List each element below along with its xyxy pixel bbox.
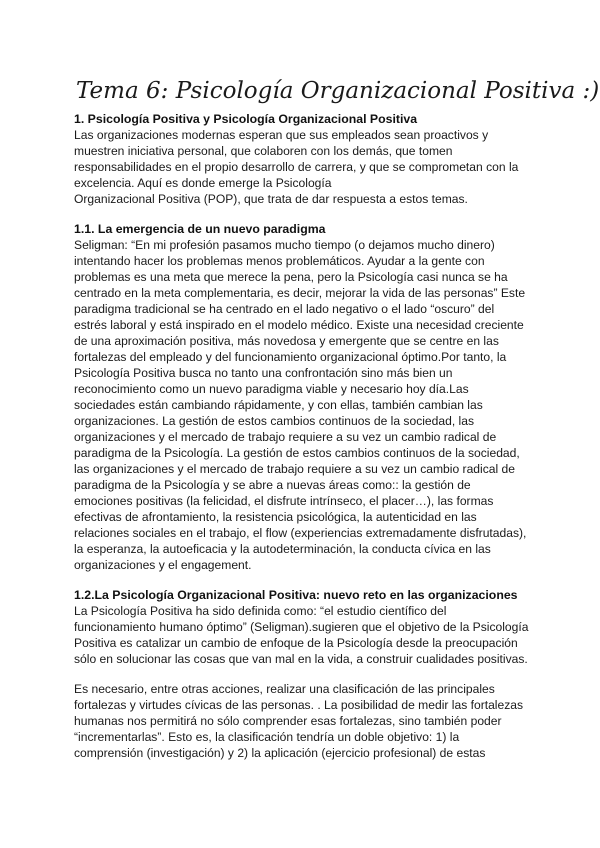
paragraph-line: sociedades están cambiando rápidamente, y con ellas, también cambian las	[74, 398, 483, 412]
paragraph-line: efectivas de afrontamiento, la resistencia psicológica, la autenticidad en las	[74, 510, 477, 524]
section-1-heading: 1. Psicología Positiva y Psicología Organizacional Positiva	[74, 112, 418, 126]
paragraph-line: las organizaciones y el mercado de trabajo requiere a su vez un cambio radical de	[74, 462, 515, 476]
paragraph-line: organizaciones y el engagement.	[74, 558, 252, 572]
paragraph-line: emociones positivas (la felicidad, el disfrute intrínseco, el placer…), las formas	[74, 494, 494, 508]
section-1-2-paragraph-2	[74, 681, 534, 761]
paragraph-line: sólo en solucionar las cosas que van mal en la vida, a construir cualidades positivas.	[74, 652, 528, 666]
paragraph-line: reconocimiento como un nuevo paradigma viable y necesario hoy día.Las	[74, 382, 469, 396]
paragraph-line: excelencia. Aquí es donde emerge la Psicología	[74, 176, 332, 190]
paragraph-line: paradigma de la Psicología y se abre a nuevas áreas como:: la gestión de	[74, 478, 471, 492]
section-1-2-heading: 1.2.La Psicología Organizacional Positiva: nuevo reto en las organizaciones	[74, 588, 518, 602]
paragraph-line: Es necesario, entre otras acciones, realizar una clasificación de las principales	[74, 682, 495, 696]
paragraph-line: fortalezas y virtudes cívicas de las personas. . La posibilidad de medir las fortalezas	[74, 698, 524, 712]
paragraph-line: de una aproximación positiva, más novedosa y emergente que se centre en las	[74, 334, 499, 348]
paragraph-line: problemas es una meta que merece la pena, pero la Psicología casi nunca se ha	[74, 270, 508, 284]
paragraph-line: comprensión (investigación) y 2) la aplicación (ejercicio profesional) de estas	[74, 746, 486, 760]
section-1-1-heading: 1.1. La emergencia de un nuevo paradigma	[74, 222, 326, 236]
paragraph-line: organizaciones. La gestión de estos cambios continuos de la sociedad, las	[74, 414, 475, 428]
paragraph-line: organizaciones y el mercado de trabajo requiere a su vez un cambio radical de	[74, 430, 497, 444]
paragraph-line: humanas nos permitirá no sólo comprender esas fortalezas, sino también poder	[74, 714, 502, 728]
paragraph-line: relaciones sociales en el trabajo, el flow (experiencias extremadamente disfrutadas),	[74, 526, 527, 540]
paragraph-line: “incrementarlas”. Esto es, la clasificación tendría un doble objetivo: 1) la	[74, 730, 460, 744]
paragraph-line: funcionamiento humano óptimo” (Seligman).sugieren que el objetivo de la Psicología	[74, 620, 529, 634]
paragraph-line: Seligman: “En mi profesión pasamos mucho tiempo (o dejamos mucho dinero)	[74, 238, 495, 252]
paragraph-line: Las organizaciones modernas esperan que sus empleados sean proactivos y	[74, 128, 489, 142]
paragraph-line: estrés laboral y está inspirado en el modelo médico. Existe una necesidad creciente	[74, 318, 524, 332]
paragraph-line: muestren iniciativa personal, que colaboren con los demás, que tomen	[74, 144, 453, 158]
section-1-2-paragraph	[74, 603, 534, 667]
paragraph-line: intentando hacer los problemas menos problemáticos. Ayudar a la gente con	[74, 254, 485, 268]
document-body	[74, 111, 534, 761]
paragraph-line: paradigma de la Psicología. La gestión de estos cambios continuos de la sociedad,	[74, 446, 520, 460]
paragraph-line: Positiva es catalizar un cambio de enfoque de la Psicología desde la preocupación	[74, 636, 518, 650]
paragraph-line: paradigma tradicional se ha centrado en el lado negativo o el lado “oscuro” del	[74, 302, 495, 316]
paragraph-line: fortalezas del empleado y del funcionamiento organizacional óptimo.Por tanto, la	[74, 350, 507, 364]
paragraph-line: Psicología Positiva busca no tanto una confrontación sino más bien un	[74, 366, 453, 380]
section-1-paragraph	[74, 127, 534, 207]
document-title: Tema 6: Psicología Organizacional Positiva :)	[76, 78, 600, 104]
paragraph-line: centrado en la meta complementaria, es decir, mejorar la vida de las personas” Este	[74, 286, 526, 300]
paragraph-line: Organizacional Positiva (POP), que trata de dar respuesta a estos temas.	[74, 192, 468, 206]
section-1-1-paragraph	[74, 237, 534, 573]
paragraph-line: La Psicología Positiva ha sido definida como: “el estudio científico del	[74, 604, 447, 618]
paragraph-line: la esperanza, la autoeficacia y la autodeterminación, la conducta cívica en las	[74, 542, 491, 556]
paragraph-line: responsabilidades en el propio desarrollo de carrera, y que se comprometan con la	[74, 160, 519, 174]
